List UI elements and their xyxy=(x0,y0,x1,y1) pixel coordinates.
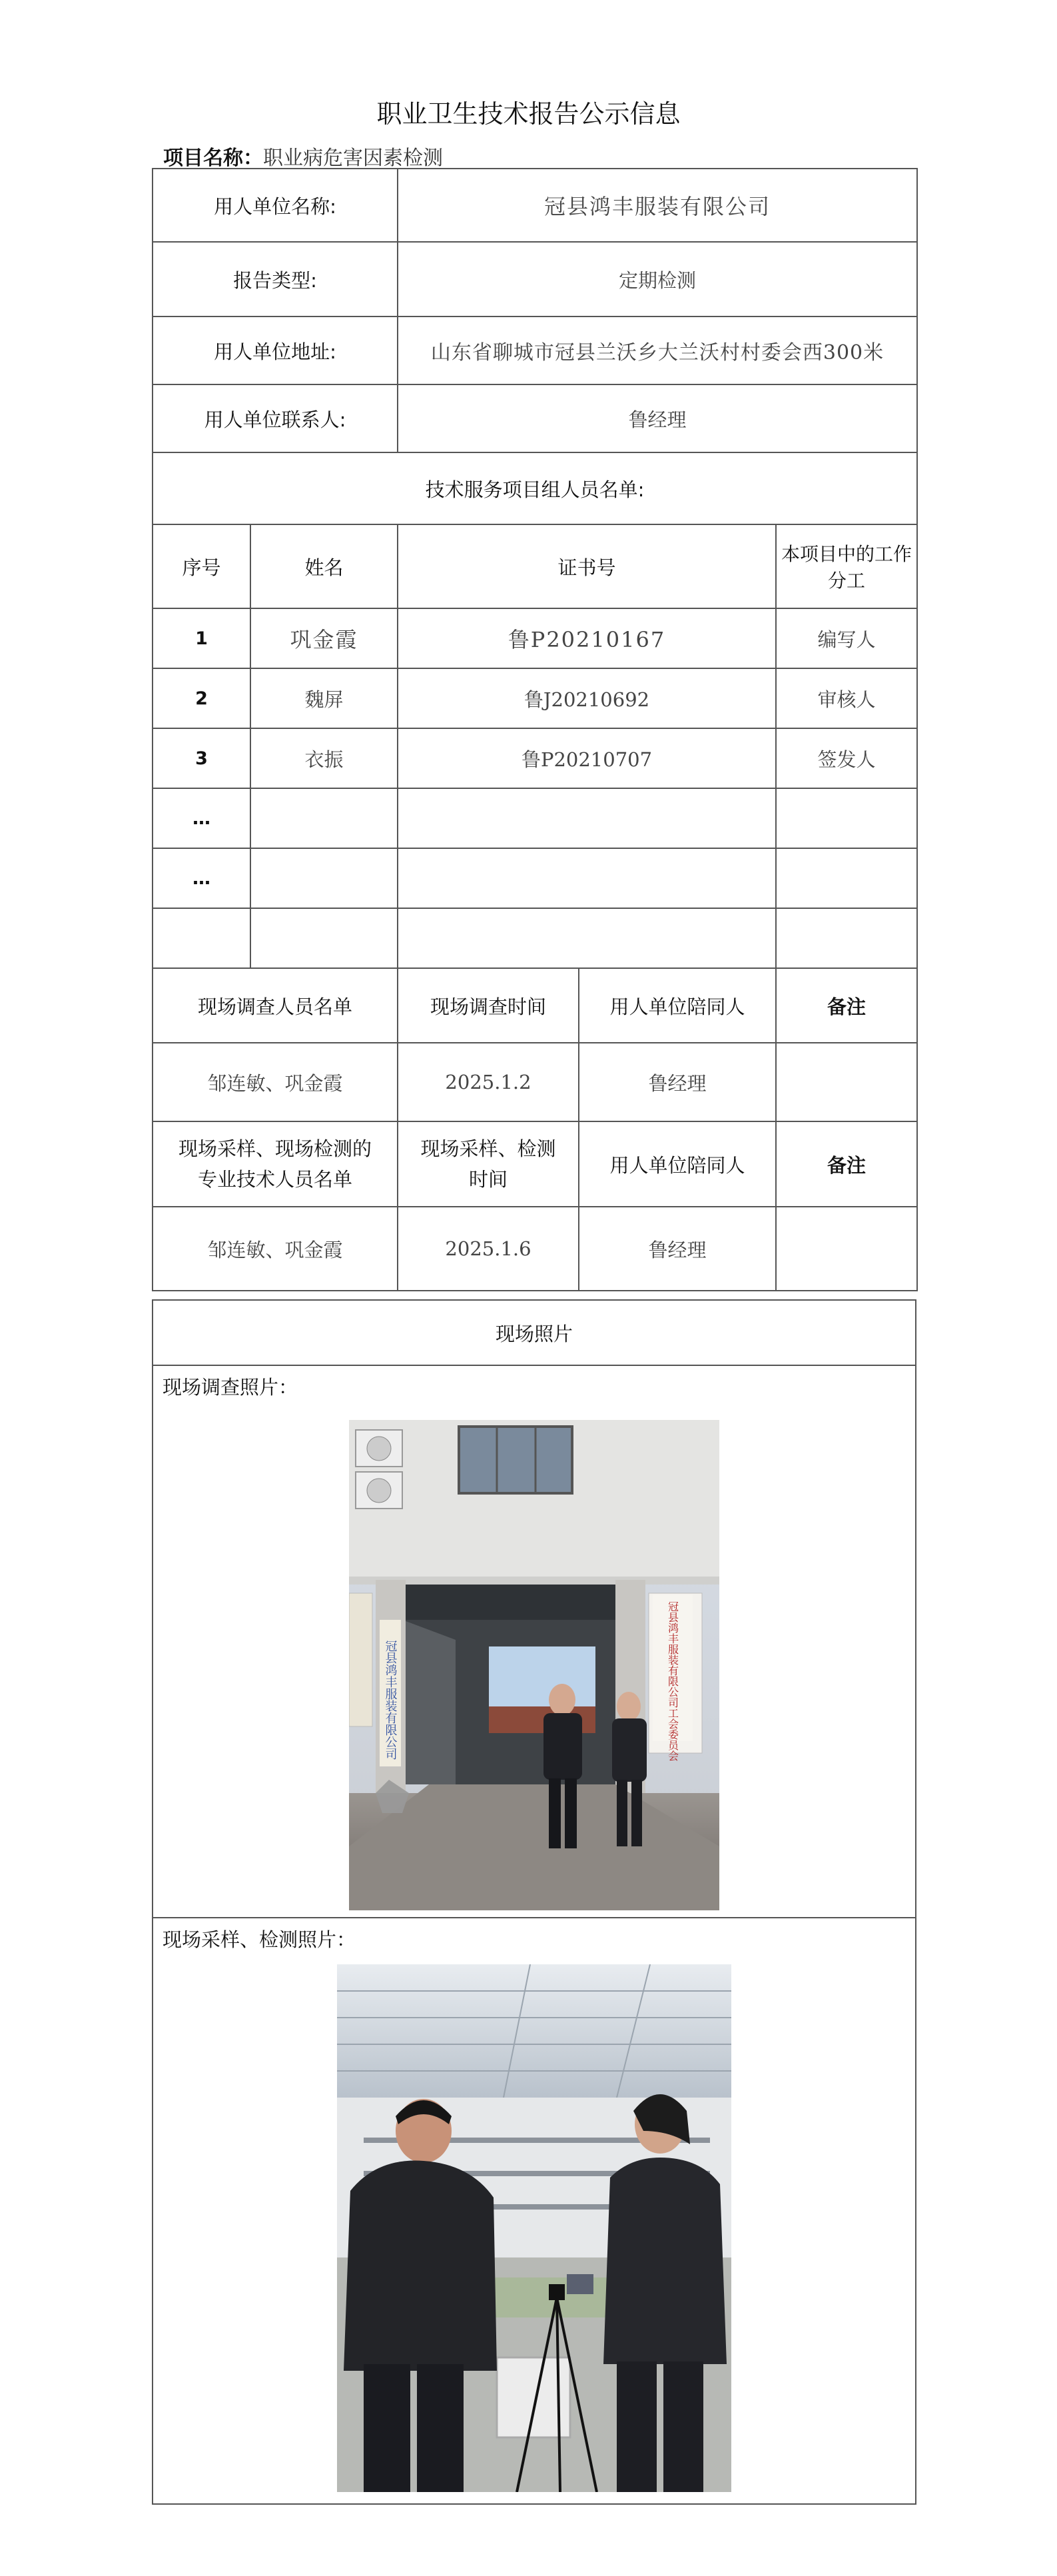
employer-name-value: 冠县鸿丰服装有限公司 xyxy=(398,169,917,242)
sampling-photo-label: 现场采样、检测照片： xyxy=(163,1928,356,1951)
team-row-cert: 鲁P20210707 xyxy=(398,728,776,788)
team-row-seq: 3 xyxy=(153,728,250,788)
table-row xyxy=(153,1043,917,1121)
employer-address-label: 用人单位地址: xyxy=(153,317,398,384)
team-header-cert: 证书号 xyxy=(398,524,776,608)
survey-photo xyxy=(349,1420,719,1910)
survey-photo-cell xyxy=(153,1365,916,1918)
survey-time: 2025.1.2 xyxy=(398,1043,579,1121)
page-title: 职业卫生技术报告公示信息 xyxy=(376,99,681,129)
employer-contact-value: 鲁经理 xyxy=(398,384,917,452)
sampling-photo-cell xyxy=(153,1918,916,2504)
survey-header-escort: 用人单位陪同人 xyxy=(579,968,776,1043)
team-row-role xyxy=(776,788,917,848)
team-header-seq: 序号 xyxy=(153,524,250,608)
survey-header-people: 现场调查人员名单 xyxy=(153,968,398,1043)
table-row xyxy=(153,848,917,908)
team-row-role xyxy=(776,848,917,908)
survey-photo-label: 现场调查照片： xyxy=(163,1376,298,1399)
table-row xyxy=(153,908,917,968)
table-row xyxy=(153,608,917,668)
employer-address-value: 山东省聊城市冠县兰沃乡大兰沃村村委会西300米 xyxy=(398,317,917,384)
photos-heading: 现场照片 xyxy=(153,1300,916,1365)
team-row-name: 魏屏 xyxy=(250,668,398,728)
employer-name-label: 用人单位名称: xyxy=(153,169,398,242)
info-table xyxy=(152,168,918,1291)
project-name-label: 项目名称： xyxy=(163,147,263,170)
table-row xyxy=(153,788,917,848)
team-row-cert: 鲁P20210167 xyxy=(398,608,776,668)
team-heading: 技术服务项目组人员名单: xyxy=(153,452,917,524)
team-row-name: 巩金霞 xyxy=(250,608,398,668)
photo-table xyxy=(152,1299,916,2505)
survey-photo-image xyxy=(349,1420,719,1910)
team-row-role: 审核人 xyxy=(776,668,917,728)
team-row-seq: … xyxy=(153,848,250,908)
team-row-cert xyxy=(398,788,776,848)
sampling-time-line2: 时间 xyxy=(468,1168,508,1191)
table-row xyxy=(153,728,917,788)
sampling-header-remark: 备注 xyxy=(776,1121,917,1207)
sampling-remark xyxy=(776,1207,917,1291)
team-row-name: 衣振 xyxy=(250,728,398,788)
sign-right-text: 冠县鸿丰服装有限公司工会委员会 xyxy=(666,1601,679,1761)
project-name-value: 职业病危害因素检测 xyxy=(263,147,443,170)
survey-header-time: 现场调查时间 xyxy=(398,968,579,1043)
sampling-time-line1: 现场采样、检测 xyxy=(420,1137,556,1160)
team-row-name xyxy=(250,788,398,848)
team-row-name xyxy=(250,848,398,908)
team-header-name: 姓名 xyxy=(250,524,398,608)
sampling-header-escort: 用人单位陪同人 xyxy=(579,1121,776,1207)
survey-people: 邹连敏、巩金霞 xyxy=(153,1043,398,1121)
team-row-role: 编写人 xyxy=(776,608,917,668)
team-row-cert xyxy=(398,908,776,968)
team-row-seq: 1 xyxy=(153,608,250,668)
sampling-escort: 鲁经理 xyxy=(579,1207,776,1291)
employer-contact-label: 用人单位联系人: xyxy=(153,384,398,452)
report-type-value: 定期检测 xyxy=(398,242,917,317)
survey-remark xyxy=(776,1043,917,1121)
team-row-role: 签发人 xyxy=(776,728,917,788)
team-row-seq: … xyxy=(153,788,250,848)
team-row-seq xyxy=(153,908,250,968)
sign-left-text: 冠县鸿丰服装有限公司 xyxy=(383,1640,398,1760)
survey-escort: 鲁经理 xyxy=(579,1043,776,1121)
survey-header-remark: 备注 xyxy=(776,968,917,1043)
report-type-label: 报告类型: xyxy=(153,242,398,317)
sampling-photo xyxy=(337,1964,731,2492)
team-row-name xyxy=(250,908,398,968)
sampling-photo-image xyxy=(337,1964,731,2492)
sampling-people: 邹连敏、巩金霞 xyxy=(153,1207,398,1291)
team-row-cert: 鲁J20210692 xyxy=(398,668,776,728)
table-row xyxy=(153,668,917,728)
table-row xyxy=(153,1207,917,1291)
sampling-time: 2025.1.6 xyxy=(398,1207,579,1291)
team-row-cert xyxy=(398,848,776,908)
team-header-role: 本项目中的工作分工 xyxy=(776,524,917,608)
project-name xyxy=(163,141,443,171)
sampling-header-line1: 现场采样、现场检测的 xyxy=(178,1137,372,1160)
sampling-header-people xyxy=(153,1121,398,1207)
sampling-header-time xyxy=(398,1121,579,1207)
team-row-seq: 2 xyxy=(153,668,250,728)
sampling-header-line2: 专业技术人员名单 xyxy=(197,1168,352,1191)
team-row-role xyxy=(776,908,917,968)
